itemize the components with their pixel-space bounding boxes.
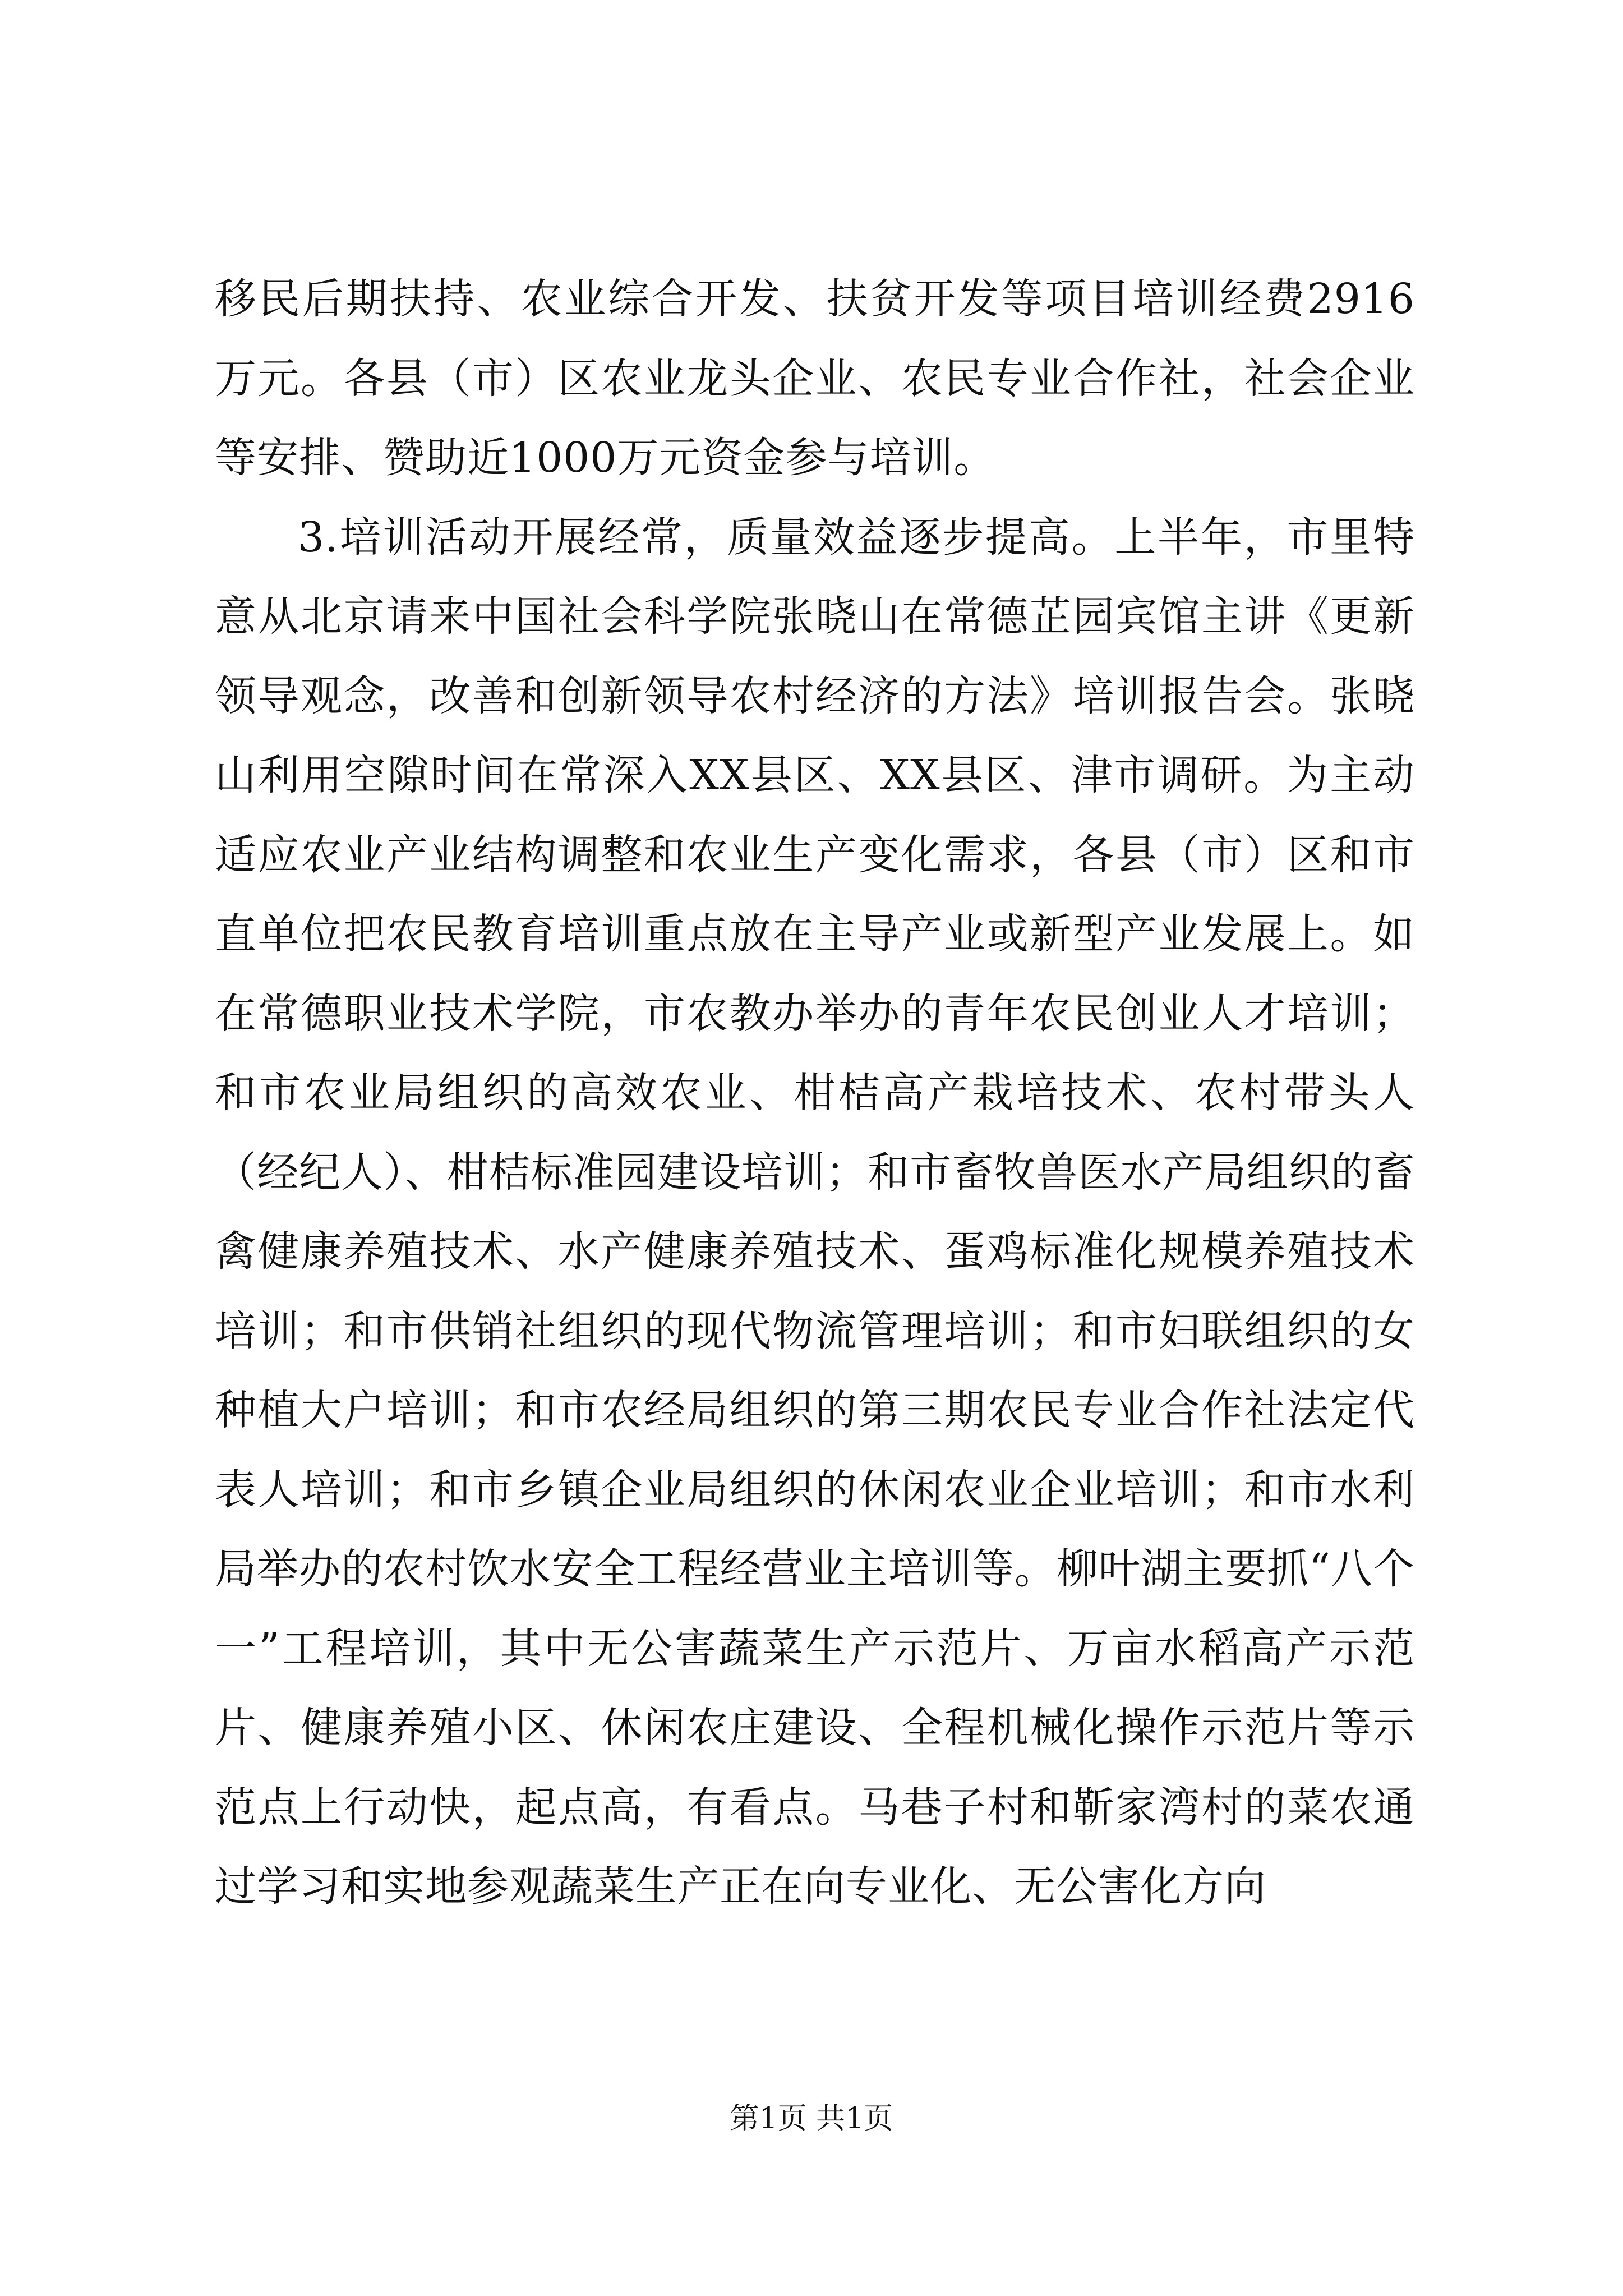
page-footer: 第1页 共1页	[730, 2102, 893, 2136]
paragraph-funding: 移民后期扶持、农业综合开发、扶贫开发等项目培训经费2916万元。各县（市）区农业龙头企业、农民专业合作社，社会企业等安排、赞助近1000万元资金参与培训。	[215, 275, 1415, 482]
paragraph-training-activities: 3.培训活动开展经常，质量效益逐步提高。上半年，市里特意从北京请来中国社会科学院张晓山在常德芷园宾馆主讲《更新领导观念，改善和创新领导农村经济的方法》培训报告会。张晓山利用空隙时间在常深入XX县区、XX县区、津市调研。为主动适应农业产业结构调整和农业生产变化需求，各县（市）区和市直单位把农民教育培训重点放在主导产业或新型产业发展上。如在常德职业技术学院，市农教办举办的青年农民创业人才培训；和市农业局组织的高效农业、柑桔高产栽培技术、农村带头人（经纪人）、柑桔标准园建设培训；和市畜牧兽医水产局组织的畜禽健康养殖技术、水产健康养殖技术、蛋鸡标准化规模养殖技术培训；和市供销社组织的现代物流管理培训；和市妇联组织的女种植大户培训；和市农经局组织的第三期农民专业合作社法定代表人培训；和市乡镇企业局组织的休闲农业企业培训；和市水利局举办的农村饮水安全工程经营业主培训等。柳叶湖主要抓“八个一”工程培训，其中无公害蔬菜生产示范片、万亩水稻高产示范片、健康养殖小区、休闲农庄建设、全程机械化操作示范片等示范点上行动快，起点高，有看点。马巷子村和靳家湾村的菜农通过学习和实地参观蔬菜生产正在向专业化、无公害化方向	[215, 513, 1415, 1911]
document-body	[215, 260, 1415, 1927]
